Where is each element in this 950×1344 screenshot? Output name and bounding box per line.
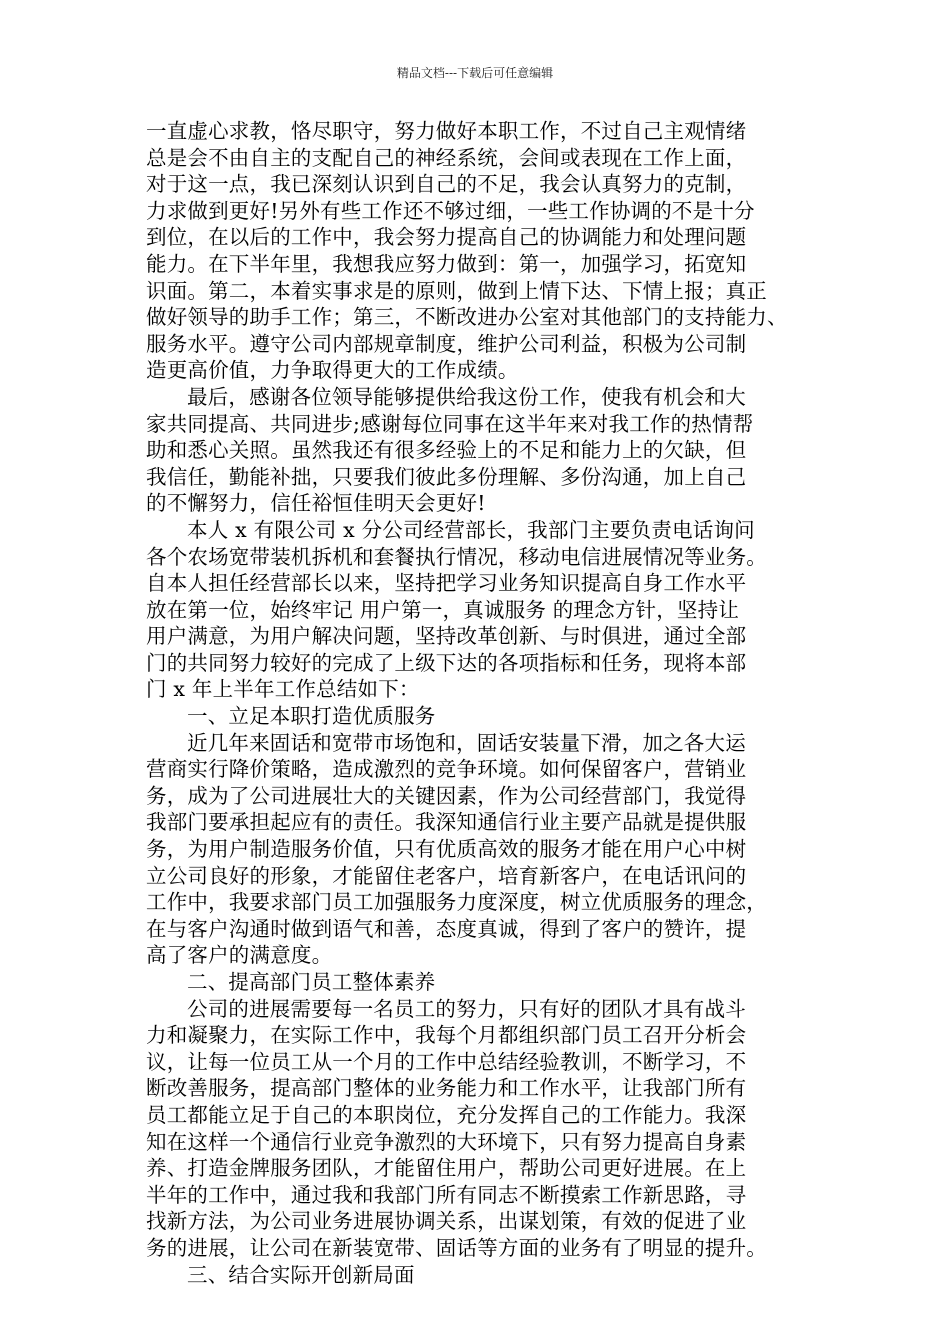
text-line: 一、立足本职打造优质服务 [187,704,436,729]
text-line: 我部门要承担起应有的责任。我深知通信行业主要产品就是提供服 [146,810,747,835]
text-line: 力求做到更好!另外有些工作还不够过细，一些工作协调的不是十分 [146,198,755,223]
text-line: 本人 x 有限公司 x 分公司经营部长，我部门主要负责电话询问 [187,517,755,542]
text-line: 一直虚心求教，恪尽职守，努力做好本职工作，不过自己主观情绪 [146,119,747,143]
text-line: 务，成为了公司进展壮大的关键因素，作为公司经营部门，我觉得 [146,783,747,808]
text-line: 工作中，我要求部门员工加强服务力度深度，树立优质服务的理念， [146,890,767,915]
text-line: 知在这样一个通信行业竞争激烈的大环境下，只有努力提高自身素 [146,1129,747,1154]
text-line: 识面。第二，本着实事求是的原则，做到上情下达、下情上报；真正 [146,278,767,303]
document-body [146,118,836,1288]
text-line: 家共同提高、共同进步;感谢每位同事在这半年来对我工作的热情帮 [146,411,754,436]
text-line: 能力。在下半年里，我想我应努力做到：第一，加强学习，拓宽知 [146,251,747,276]
text-line: 助和悉心关照。虽然我还有很多经验上的不足和能力上的欠缺，但 [146,438,747,463]
text-line: 的不懈努力，信任裕恒佳明天会更好! [146,491,486,516]
text-line: 近几年来固话和宽带市场饱和，固话安装量下滑，加之各大运 [187,730,746,755]
text-line: 我信任，勤能补拙，只要我们彼此多份理解、多份沟通，加上自己 [146,464,747,489]
text-line: 总是会不由自主的支配自己的神经系统，会间或表现在工作上面， [146,145,747,170]
text-line: 自本人担任经营部长以来，坚持把学习业务知识提高自身工作水平 [146,571,747,596]
text-line: 养、打造金牌服务团队，才能留住用户，帮助公司更好进展。在上 [146,1156,747,1181]
page-header: 精品文档---下载后可任意编辑 [396,66,554,80]
text-line: 最后，感谢各位领导能够提供给我这份工作，使我有机会和大 [187,384,746,409]
text-line: 找新方法，为公司业务进展协调关系，出谋划策，有效的促进了业 [146,1209,747,1234]
text-line: 服务水平。遵守公司内部规章制度，维护公司利益，积极为公司制 [146,331,747,356]
text-line: 断改善服务，提高部门整体的业务能力和工作水平，让我部门所有 [146,1076,747,1101]
text-line: 员工都能立足于自己的本职岗位，充分发挥自己的工作能力。我深 [146,1102,747,1127]
text-line: 三、结合实际开创新局面 [187,1262,415,1287]
text-line: 立公司良好的形象，才能留住老客户，培育新客户，在电话讯问的 [146,863,747,888]
text-line: 各个农场宽带装机拆机和套餐执行情况，移动电信进展情况等业务。 [146,544,767,569]
text-line: 半年的工作中，通过我和我部门所有同志不断摸索工作新思路，寻 [146,1182,747,1207]
text-line: 到位，在以后的工作中，我会努力提高自己的协调能力和处理问题 [146,225,747,250]
text-line: 用户满意，为用户解决问题，坚持改革创新、与时俱进，通过全部 [146,624,747,649]
text-line: 务的进展，让公司在新装宽带、固话等方面的业务有了明显的提升。 [146,1235,767,1260]
text-line: 务，为用户制造服务价值，只有优质高效的服务才能在用户心中树 [146,837,747,862]
text-line: 门 x 年上半年工作总结如下： [146,677,420,702]
text-line: 力和凝聚力，在实际工作中，我每个月都组织部门员工召开分析会 [146,1023,747,1048]
text-line: 门的共同努力较好的完成了上级下达的各项指标和任务，现将本部 [146,650,747,675]
text-line: 议，让每一位员工从一个月的工作中总结经验教训，不断学习，不 [146,1049,747,1074]
text-line: 营商实行降价策略，造成激烈的竞争环境。如何保留客户，营销业 [146,757,747,782]
text-line: 高了客户的满意度。 [146,943,333,968]
text-line: 做好领导的助手工作；第三，不断改进办公室对其他部门的支持能力、 [146,305,788,330]
text-line: 公司的进展需要每一名员工的努力，只有好的团队才具有战斗 [187,996,746,1021]
text-line: 放在第一位，始终牢记 用户第一，真诚服务 的理念方针，坚持让 [146,597,740,622]
text-line: 在与客户沟通时做到语气和善，态度真诚，得到了客户的赞许，提 [146,916,747,941]
text-line: 对于这一点，我已深刻认识到自己的不足，我会认真努力的克制， [146,172,747,197]
text-line: 二、提高部门员工整体素养 [187,970,436,994]
text-line: 造更高价值，力争取得更大的工作成绩。 [146,358,519,383]
